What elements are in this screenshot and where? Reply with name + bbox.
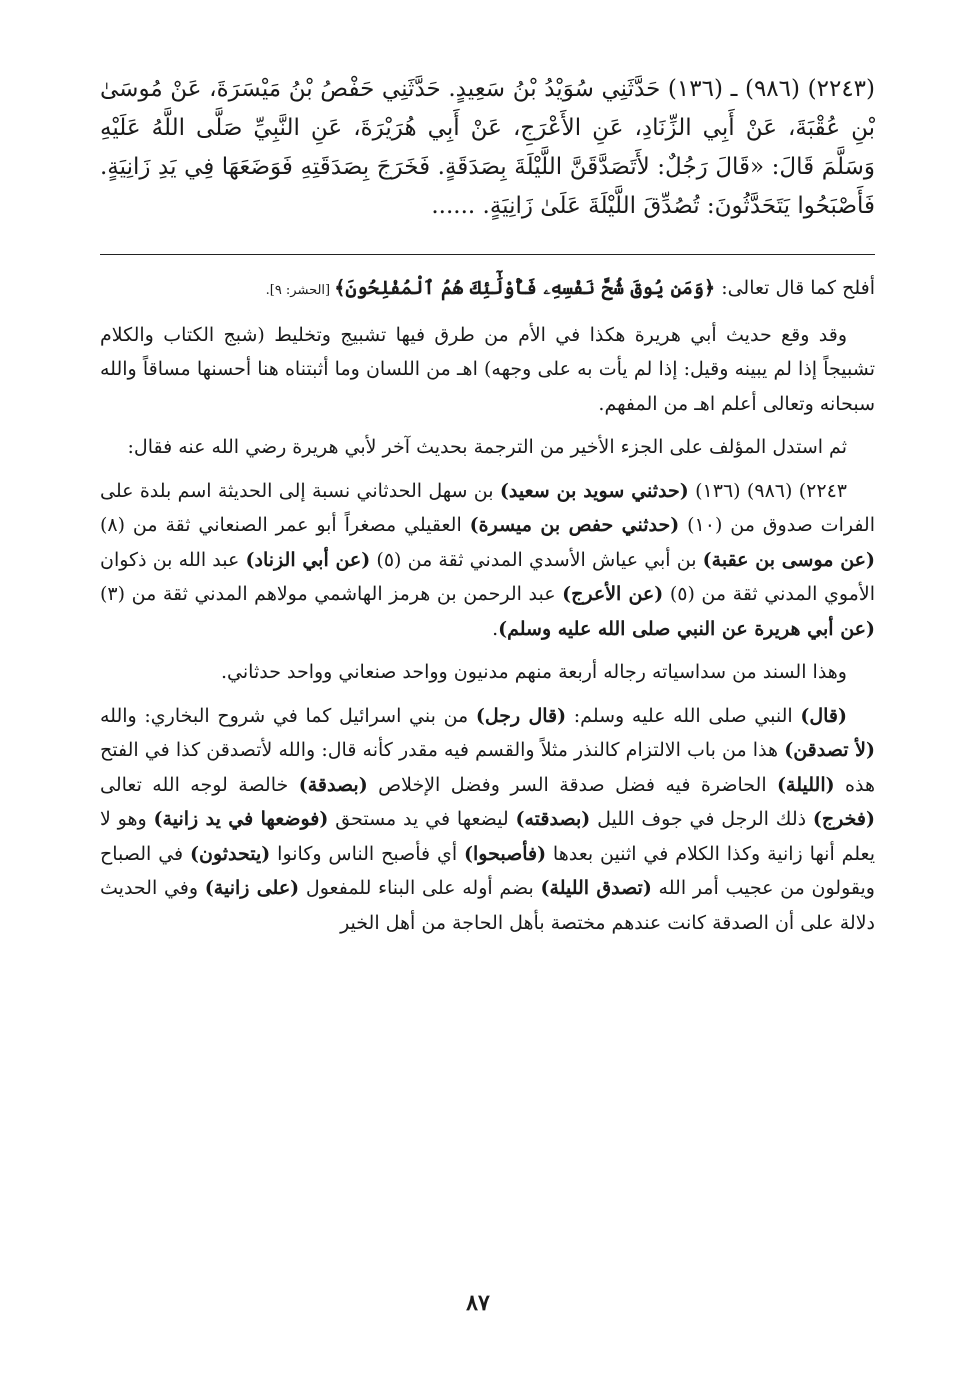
sharh-text-1: النبي صلى الله عليه وسلم: (566, 704, 801, 727)
sharh-bold-2: (قال رجل) (475, 704, 567, 727)
isnad-text-5: عبد الله بن ذكوان الأموي المدني ثقة من (٥) (100, 548, 875, 605)
sharh-text-2: من بني اسرائيل كما في شروح البخاري: والله (100, 704, 476, 727)
sharh-bold-1: (قال) (800, 704, 847, 727)
isnad-narrator-6: (عن أبي هريرة عن النبي صلى الله عليه وسلم) (498, 617, 875, 640)
sharh-text-10: في الصباح ويقولون من عجيب أمر الله (100, 842, 875, 899)
isnad-narrator-1: (حدثني سويد بن سعيد) (499, 479, 689, 502)
quran-citation: [الحشر: ٩]. (265, 283, 335, 298)
isnad-text-2: بن سهل الحدثاني نسبة إلى الحديثة اسم بلدة على الفرات صدوق من (١٠) (100, 479, 876, 536)
isnad-paragraph (100, 474, 875, 647)
sharh-bold-11: (تصدق الليلة) (540, 877, 652, 899)
sharh-bold-8: (فوضعها في يد زانية) (153, 808, 329, 830)
hadith-text: (٢٢٤٣) (٩٨٦) ـ (١٣٦) حَدَّثَنِي سُوَيْدُ بْنُ سَعِيدٍ. حَدَّثَنِي حَفْصُ بْنُ مَيْسَرَةَ، عَنْ مُوسَىٰ بْنِ عُقْبَةَ، عَنْ أَبِي الزِّنَادِ، عَنِ الأَعْرَجِ، عَنْ أَبِي هُرَيْرَةَ، عَنِ النَّبِيِّ صَلَّى اللَّهُ عَلَيْهِ وَسَلَّمَ قَالَ: «قَالَ رَجُلٌ: لأَتَصَدَّقَنَّ اللَّيْلَةَ بِصَدَقَةٍ. فَخَرَجَ بِصَدَقَتِهِ فَوَضَعَهَا فِي يَدِ زَانِيَةٍ. فَأَصْبَحُوا يَتَحَدَّثُونَ: تُصُدِّقَ اللَّيْلَةَ عَلَىٰ زَانِيَةٍ. ...... (100, 76, 876, 219)
isnad-narrator-3: (عن موسى بن عقبة) (702, 548, 875, 571)
isnad-text-6: عبد الرحمن بن هرمز الهاشمي مولاهم المدني ثقة من (٣) (100, 583, 563, 605)
commentary-paragraph-1 (100, 271, 875, 309)
sharh-text-7: ليضعها في يد مستحق (328, 808, 516, 830)
sharh-bold-4: (الليلة) (777, 773, 835, 796)
commentary-paragraph-5: وهذا السند من سداسياته رجاله أربعة منهم مدنيون وواحد صنعاني وواحد حدثاني. (221, 661, 847, 683)
page-number: ٨٧ (466, 1290, 490, 1316)
sharh-text-8: وهو لا يعلم أنها زانية وكذا الكلام في اثنين بعدها (100, 808, 875, 865)
isnad-text-3: العقيلي مصغراً أبو عمر الصنعاني ثقة من (٨) (100, 514, 470, 536)
commentary-paragraph-2: وقد وقع حديث أبي هريرة هكذا في الأم من طرق فيها تشبيج وتخليط (شبج الكتاب والكلام تشبيجاً إذا لم يبينه وقيل: إذا لم يأت به على وجهه) اهـ من اللسان وما أثبتناه هنا أحسنها مساقاً والله سبحانه وتعالى أعلم اهـ من المفهم. (100, 323, 875, 415)
page-body (100, 70, 875, 949)
sharh-bold-7: (بصدقته) (515, 808, 591, 830)
isnad-numbers: ٢٢٤٣) (٩٨٦) (١٣٦) (688, 479, 847, 502)
quran-verse: ﴿وَمَن يُوقَ شُحَّ نَفْسِهِۦ فَأُوْلَٰٓئِكَ هُمُ ٱلْمُفْلِحُونَ﴾ (334, 277, 716, 299)
sharh-text-12: وفي الحديث دلالة على أن الصدقة كانت عندهم مختصة بأهل الحاجة من أهل الخير (100, 877, 875, 934)
sharh-text-11: بضم أوله على البناء للمفعول (299, 877, 541, 899)
sharh-bold-10: (يتحدثون) (190, 842, 271, 865)
sharh-text-9: أي فأصبح الناس وكانوا (270, 842, 464, 865)
sharh-bold-6: (فخرج) (812, 808, 875, 830)
isnad-text-7: . (492, 617, 499, 640)
sharh-bold-9: (فأصبحوا) (463, 842, 547, 865)
isnad-narrator-5: (عن الأعرج) (562, 583, 664, 605)
sharh-paragraph (100, 699, 875, 941)
sharh-text-6: ذلك الرجل في جوف الليل (590, 808, 813, 830)
isnad-narrator-2: (حدثني حفص بن ميسرة) (469, 514, 680, 536)
sharh-bold-12: (على زانية) (204, 877, 300, 899)
footnote-divider (100, 254, 875, 255)
isnad-narrator-4: (عن أبي الزناد) (245, 548, 371, 571)
sharh-text-4: الحاضرة فيه فضل صدقة السر وفضل الإخلاص (367, 773, 778, 796)
isnad-text-4: بن أبي عياش الأسدي المدني ثقة من (٥) (370, 548, 703, 571)
sharh-bold-3: (لأ تصدقن) (784, 739, 875, 761)
sharh-text-5: خالصة لوجه الله تعالى (100, 773, 299, 796)
sharh-bold-5: (بصدقة) (298, 773, 368, 796)
p1-lead: أفلح كما قال تعالى: (715, 277, 875, 299)
sharh-text-3: هذا من باب الالتزام كالنذر مثلاً والقسم فيه مقدر كأنه قال: والله لأتصدقن كذا في الفتح هذه (100, 739, 875, 796)
commentary-paragraph-3: ثم استدل المؤلف على الجزء الأخير من الترجمة بحديث آخر لأبي هريرة رضي الله عنه فقال: (127, 436, 847, 458)
